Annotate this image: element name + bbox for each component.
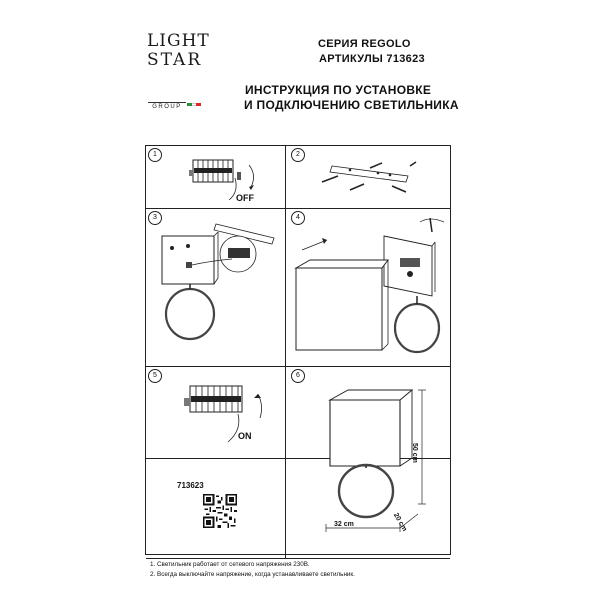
product-article: 713623: [177, 481, 204, 490]
grid-divider: [146, 366, 450, 367]
brand-logo: [147, 31, 210, 110]
logo-group-label: GROUP: [148, 102, 186, 113]
qr-code-icon: [203, 494, 237, 528]
step-3-wiring-illustration: [158, 218, 286, 364]
step-5-on-label: ON: [238, 431, 252, 441]
grid-divider: [146, 558, 450, 559]
article-numbers: АРТИКУЛЫ 713623: [319, 53, 425, 65]
logo-line-2: STAR: [147, 50, 203, 70]
instruction-title-line-1: ИНСТРУКЦИЯ ПО УСТАНОВКЕ: [245, 83, 432, 97]
step-6-number: 6: [291, 369, 305, 383]
grid-divider: [146, 208, 450, 209]
logo-line-1: LIGHT: [147, 31, 210, 51]
step-4-shade-mounting-illustration: [292, 210, 450, 360]
step-1-number: 1: [148, 148, 162, 162]
instruction-title-line-2: И ПОДКЛЮЧЕНИЮ СВЕТИЛЬНИКА: [244, 98, 459, 112]
note-2: 2. Всегда выключайте напряжение, когда устанавливаете светильник.: [150, 571, 355, 578]
step-2-number: 2: [291, 148, 305, 162]
step-6-dimensions-illustration: [318, 380, 448, 540]
width-dimension-label: 32 cm: [334, 521, 354, 528]
step-5-number: 5: [148, 369, 162, 383]
flag-icon: [187, 103, 201, 106]
height-dimension-label: 50 cm: [411, 443, 418, 463]
step-3-number: 3: [148, 211, 162, 225]
step-4-number: 4: [291, 211, 305, 225]
mounting-bracket-icon: [320, 160, 420, 200]
depth-dimension-label: 20 cm: [391, 512, 408, 533]
circuit-breaker-on-icon: [182, 380, 272, 445]
series-title: СЕРИЯ REGOLO: [318, 38, 411, 50]
note-1: 1. Светильник работает от сетевого напряжения 230В.: [150, 561, 310, 568]
step-1-off-label: OFF: [236, 193, 254, 203]
